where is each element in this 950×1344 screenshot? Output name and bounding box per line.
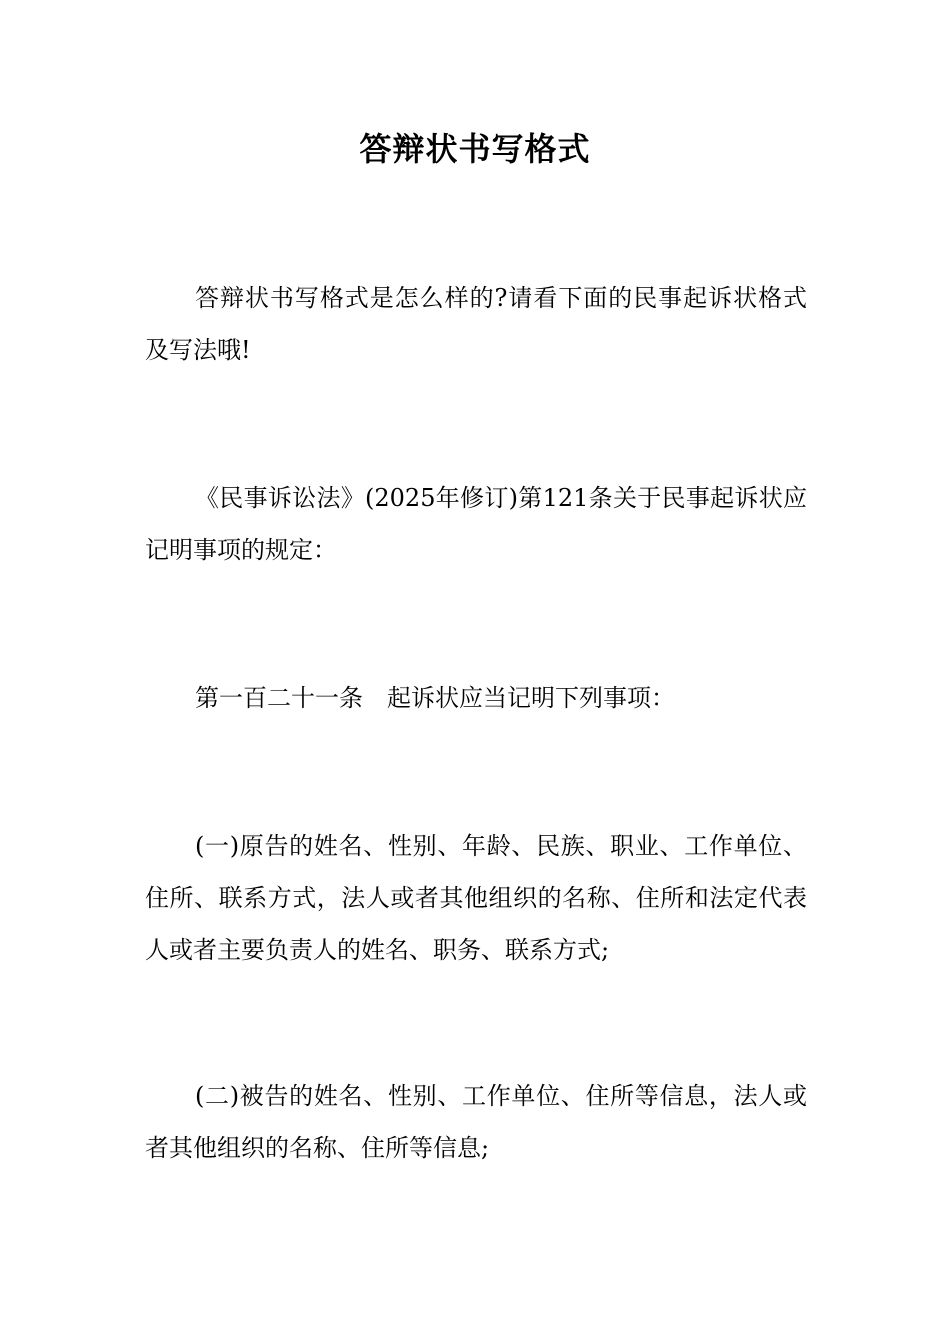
- intro-paragraph: 答辩状书写格式是怎么样的?请看下面的民事起诉状格式及写法哦!: [145, 284, 807, 364]
- item-two-paragraph: (二)被告的姓名、性别、工作单位、住所等信息，法人或者其他组织的名称、住所等信息;: [145, 1082, 807, 1162]
- document-title: 答辩状书写格式: [359, 130, 591, 168]
- law-reference-paragraph: 《民事诉讼法》(2025年修订)第121条关于民事起诉状应记明事项的规定：: [145, 484, 807, 564]
- article-heading-paragraph: 第一百二十一条 起诉状应当记明下列事项：: [195, 684, 675, 712]
- item-one-paragraph: (一)原告的姓名、性别、年龄、民族、职业、工作单位、住所、联系方式，法人或者其他组织的名称、住所和法定代表人或者主要负责人的姓名、职务、联系方式;: [145, 832, 807, 964]
